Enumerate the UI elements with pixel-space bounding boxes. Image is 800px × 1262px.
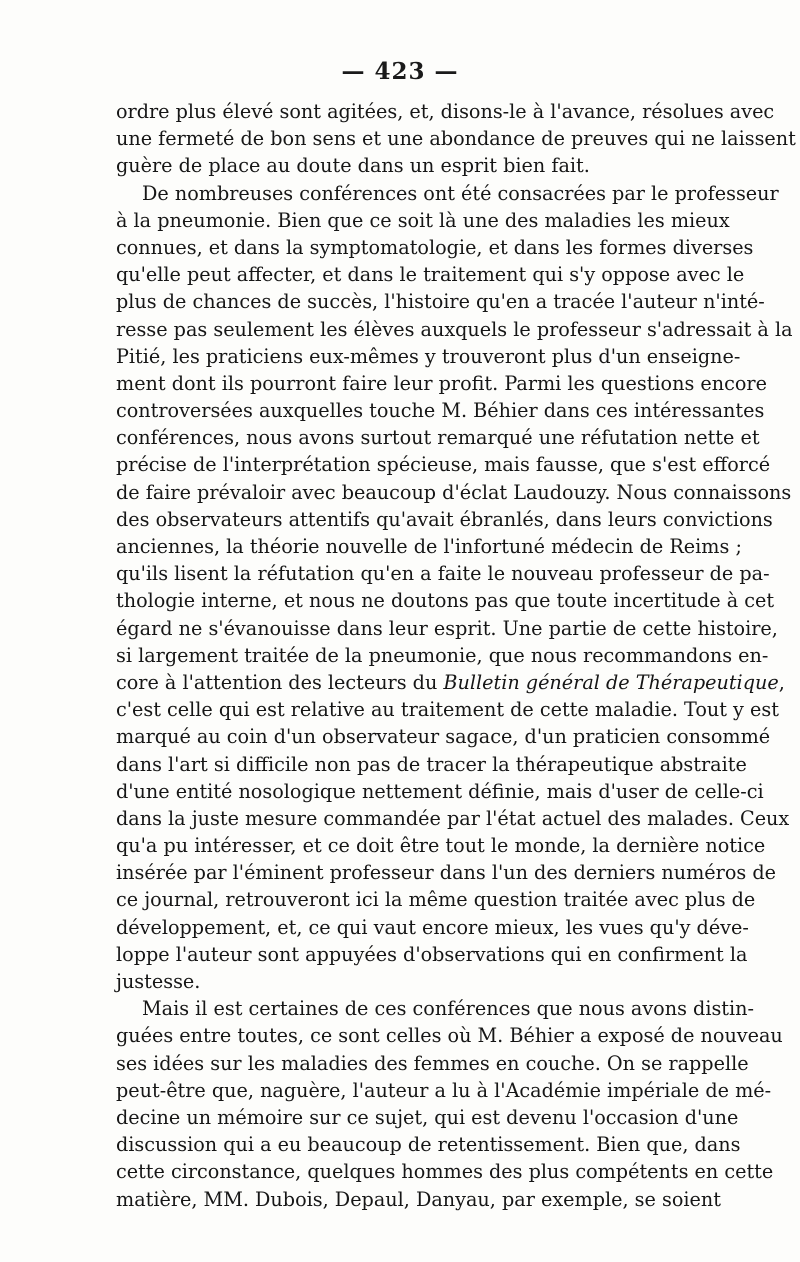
text-line: marqué au coin d'un observateur sagace, d'un praticien consommé	[116, 725, 771, 749]
text-line: conférences, nous avons surtout remarqué une réfutation nette et	[116, 426, 760, 450]
journal-title: Bulletin général de Thérapeutique	[443, 670, 779, 694]
text-line: justesse.	[116, 970, 201, 993]
text-line: ce journal, retrouveront ici la même question traitée avec plus de	[116, 888, 756, 912]
paragraph-start-line: De nombreuses conférences ont été consacrées par le professeur	[142, 181, 779, 205]
text-line: des observateurs attentifs qu'avait ébranlés, dans leurs convictions	[116, 507, 773, 531]
text-line: si largement traitée de la pneumonie, que nous recommandons en-	[116, 643, 769, 667]
text-line: qu'ils lisent la réfutation qu'en a faite le nouveau professeur de pa-	[116, 562, 770, 586]
text-line: guées entre toutes, ce sont celles où M. Béhier a exposé de nouveau	[116, 1024, 783, 1048]
text-line: thologie interne, et nous ne doutons pas que toute incertitude à cet	[116, 589, 775, 613]
text-line: à la pneumonie. Bien que ce soit là une des maladies les mieux	[116, 208, 730, 232]
text-line: insérée par l'éminent professeur dans l'un des derniers numéros de	[116, 861, 776, 885]
text-line: guère de place au doute dans un esprit bien fait.	[116, 154, 590, 178]
text-line: d'une entité nosologique nettement définie, mais d'user de celle-ci	[116, 779, 764, 803]
text-line: c'est celle qui est relative au traitement de cette maladie. Tout y est	[116, 698, 779, 722]
text-line: resse pas seulement les élèves auxquels le professeur s'adressait à la	[116, 317, 793, 341]
text-line: controversées auxquelles touche M. Béhier dans ces intéressantes	[116, 399, 765, 423]
text-line: Pitié, les praticiens eux-mêmes y trouveront plus d'un enseigne-	[116, 344, 741, 368]
text-line: peut-être que, naguère, l'auteur a lu à l'Académie impériale de mé-	[116, 1078, 772, 1102]
text-line: précise de l'interprétation spécieuse, mais fausse, que s'est efforcé	[116, 453, 771, 477]
text-line: dans l'art si difficile non pas de tracer la thérapeutique abstraite	[116, 752, 747, 776]
text-line: matière, MM. Dubois, Depaul, Danyau, par exemple, se soient	[116, 1187, 721, 1211]
text-line: plus de chances de succès, l'histoire qu'en a tracée l'auteur n'inté-	[116, 290, 765, 314]
text-line: de faire prévaloir avec beaucoup d'éclat Laudouzy. Nous connaissons	[116, 480, 792, 504]
text-line: qu'a pu intéresser, et ce doit être tout le monde, la dernière notice	[116, 834, 766, 858]
text-line: anciennes, la théorie nouvelle de l'infortuné médecin de Reims ;	[116, 535, 742, 558]
text-line: loppe l'auteur sont appuyées d'observations qui en confirment la	[116, 942, 748, 966]
text-line: ordre plus élevé sont agitées, et, disons-le à l'avance, résolues avec	[116, 100, 775, 123]
text-line: cette circonstance, quelques hommes des plus compétents en cette	[116, 1160, 774, 1184]
text-line: développement, et, ce qui vaut encore mieux, les vues qu'y déve-	[116, 915, 749, 939]
line-prefix: core à l'attention des lecteurs du	[116, 670, 444, 694]
text-line: dans la juste mesure commandée par l'état actuel des malades. Ceux	[116, 806, 790, 830]
text-line: égard ne s'évanouisse dans leur esprit. Une partie de cette histoire,	[116, 616, 778, 640]
paragraph-start-line: Mais il est certaines de ces conférences que nous avons distin-	[142, 997, 754, 1021]
text-line: decine un mémoire sur ce sujet, qui est devenu l'occasion d'une	[116, 1105, 739, 1129]
body-text	[116, 98, 796, 1213]
text-line-with-title	[116, 669, 785, 696]
text-line: ment dont ils pourront faire leur profit. Parmi les questions encore	[116, 371, 767, 395]
line-suffix: ,	[778, 670, 785, 694]
text-line: ses idées sur les maladies des femmes en couche. On se rappelle	[116, 1051, 749, 1075]
page-number: — 423 —	[341, 58, 459, 85]
text-line: connues, et dans la symptomatologie, et dans les formes diverses	[116, 235, 754, 259]
text-line: qu'elle peut affecter, et dans le traitement qui s'y oppose avec le	[116, 263, 745, 287]
text-line: discussion qui a eu beaucoup de retentissement. Bien que, dans	[116, 1133, 741, 1157]
text-line: une fermeté de bon sens et une abondance de preuves qui ne laissent	[116, 127, 796, 151]
